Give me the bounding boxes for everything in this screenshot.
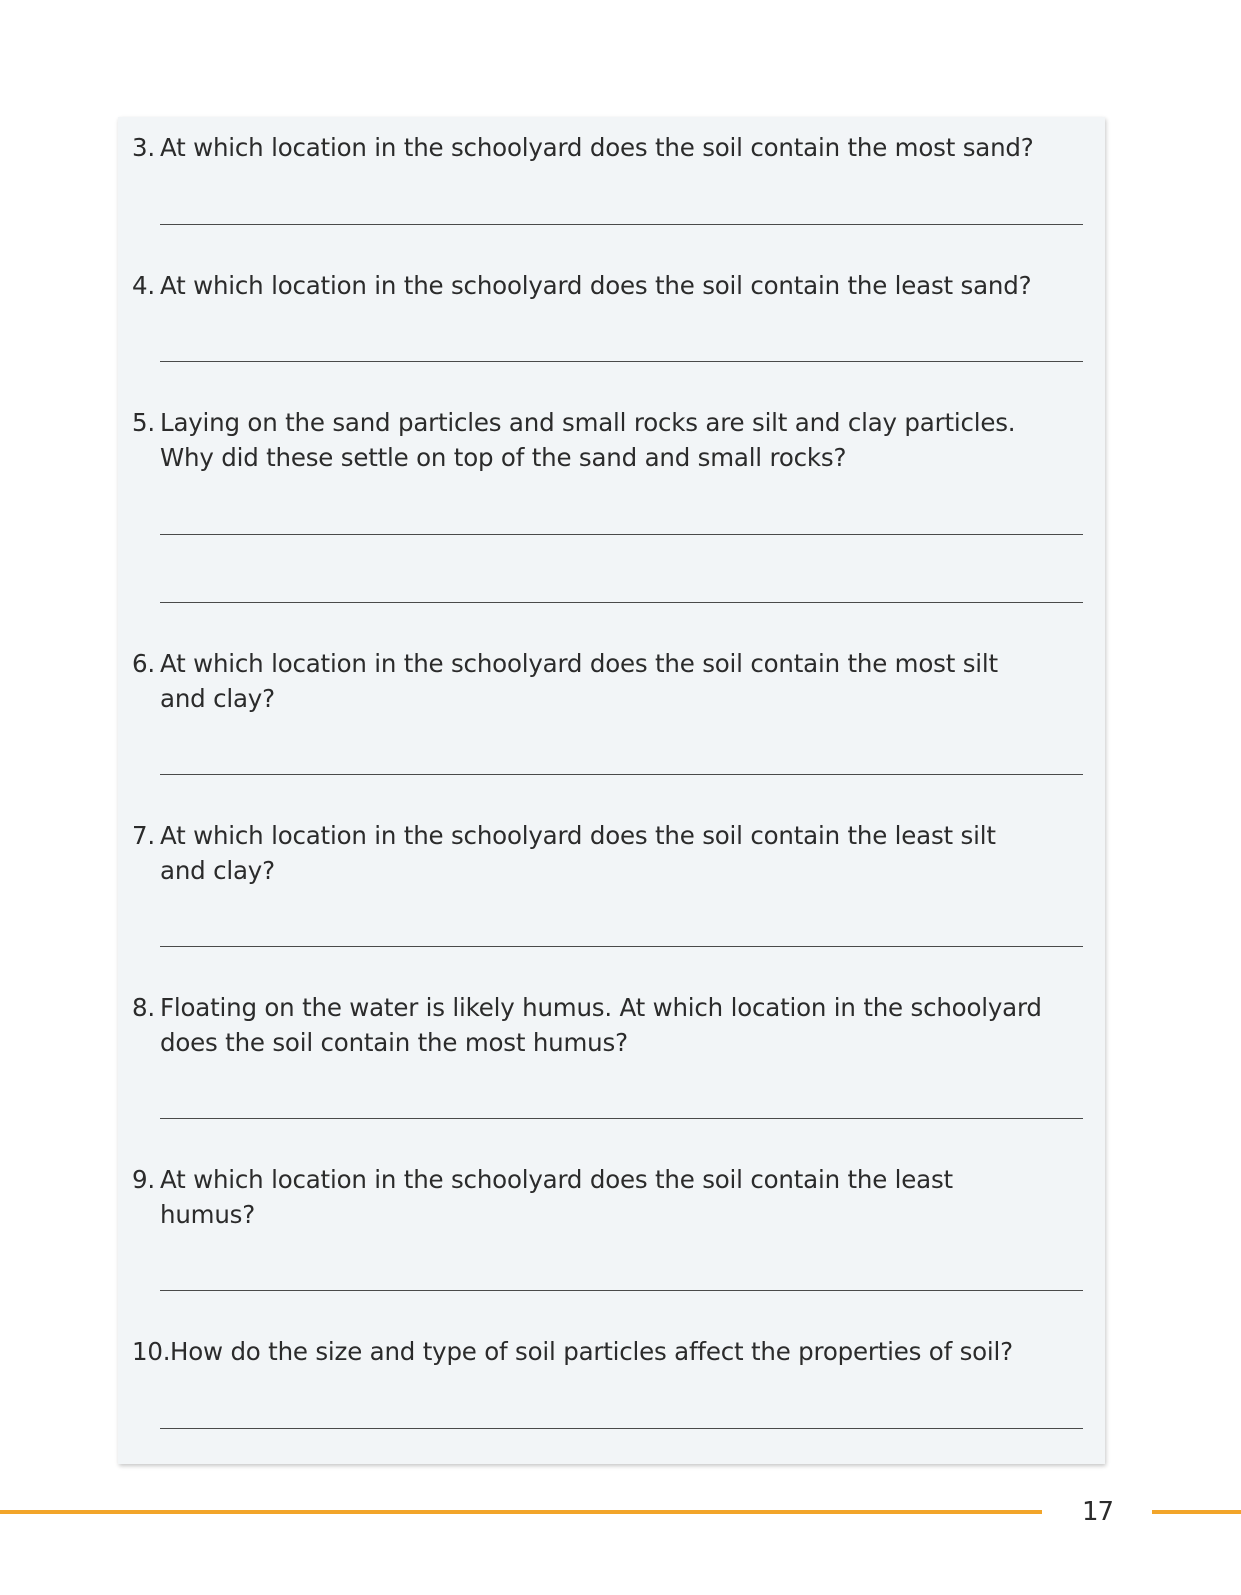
question-text: Laying on the sand particles and small rocks are silt and clay particles. [160, 408, 1016, 437]
answer-line-q6[interactable] [160, 774, 1083, 775]
question-10 [132, 1334, 1104, 1369]
question-text: At which location in the schoolyard does the soil contain the least [160, 1165, 953, 1194]
question-4 [132, 268, 1104, 303]
answer-line-q4[interactable] [160, 361, 1083, 362]
answer-line-q3[interactable] [160, 224, 1083, 225]
question-number: 6. [132, 649, 155, 678]
question-text: Floating on the water is likely humus. At which location in the schoolyard [160, 993, 1042, 1022]
question-9 [132, 1162, 1104, 1232]
question-number: 7. [132, 821, 155, 850]
question-3 [132, 130, 1104, 165]
question-number: 4. [132, 271, 155, 300]
answer-line-q8[interactable] [160, 1118, 1083, 1119]
answer-line-q5-a[interactable] [160, 534, 1083, 535]
question-text-continued: and clay? [160, 684, 275, 713]
footer-rule-left [0, 1510, 1042, 1514]
question-text: At which location in the schoolyard does the soil contain the least silt [160, 821, 996, 850]
question-8 [132, 990, 1104, 1060]
answer-line-q5-b[interactable] [160, 602, 1083, 603]
footer-rule-right [1152, 1510, 1241, 1514]
question-6 [132, 646, 1104, 716]
page-number: 17 [1082, 1497, 1114, 1527]
question-number: 5. [132, 408, 155, 437]
question-number: 8. [132, 993, 155, 1022]
answer-line-q9[interactable] [160, 1290, 1083, 1291]
question-text: At which location in the schoolyard does the soil contain the most silt [160, 649, 998, 678]
question-text-continued: Why did these settle on top of the sand and small rocks? [160, 443, 847, 472]
question-text-continued: and clay? [160, 856, 275, 885]
question-text-continued: humus? [160, 1200, 256, 1229]
answer-line-q10[interactable] [160, 1428, 1083, 1429]
question-text: How do the size and type of soil particles affect the properties of soil? [170, 1337, 1013, 1366]
question-number: 10. [132, 1337, 171, 1366]
question-number: 9. [132, 1165, 155, 1194]
question-text: At which location in the schoolyard does the soil contain the most sand? [160, 133, 1034, 162]
worksheet-panel [118, 117, 1105, 1464]
answer-line-q7[interactable] [160, 946, 1083, 947]
question-number: 3. [132, 133, 155, 162]
question-text-continued: does the soil contain the most humus? [160, 1028, 628, 1057]
question-5 [132, 405, 1104, 475]
question-text: At which location in the schoolyard does the soil contain the least sand? [160, 271, 1032, 300]
question-7 [132, 818, 1104, 888]
